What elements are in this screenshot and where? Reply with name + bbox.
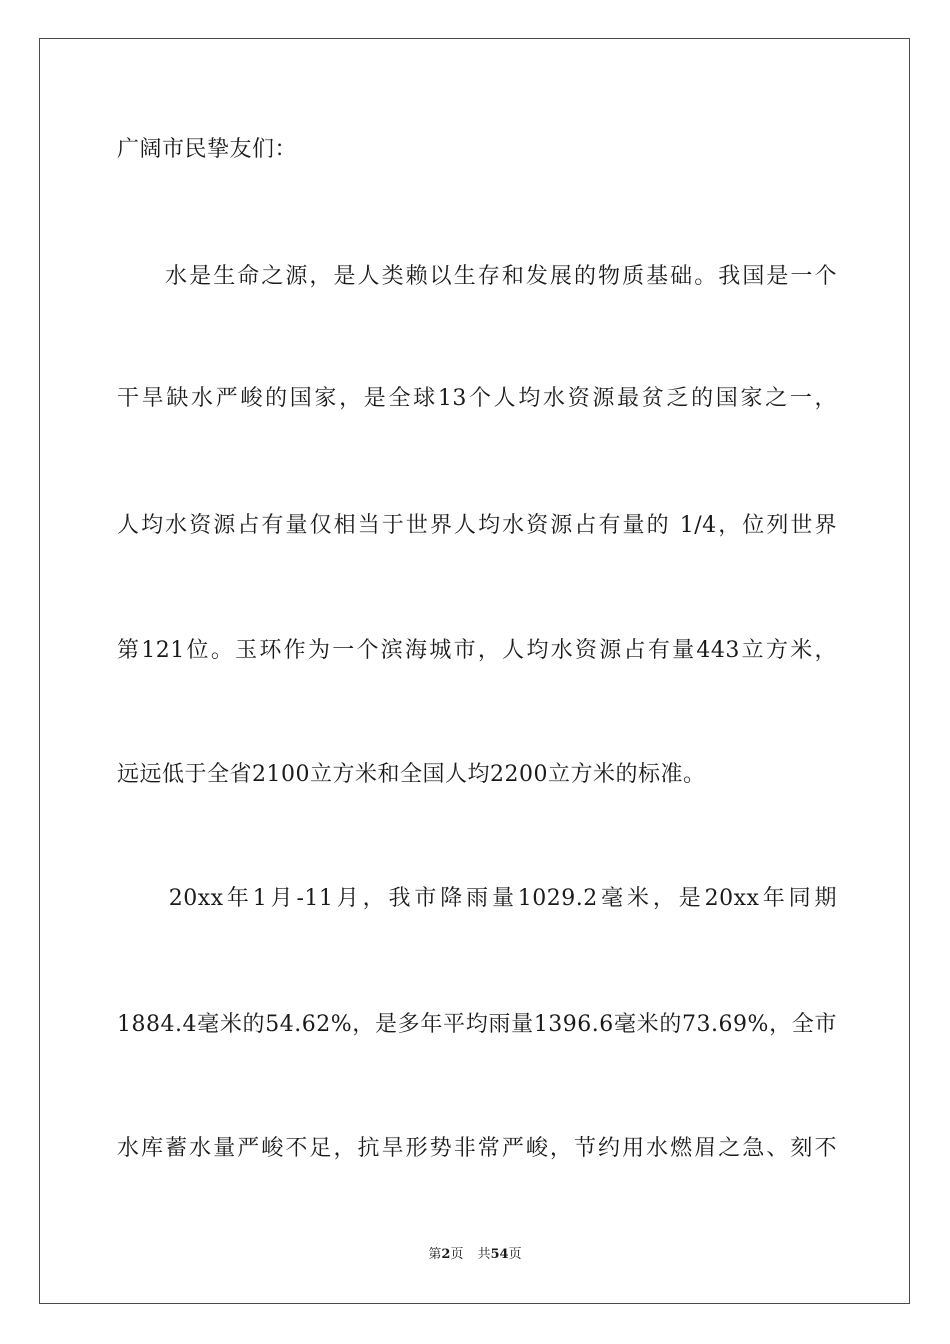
paragraph-2-line-1: 20xx年1月-11月，我市降雨量1029.2毫米，是20xx年同期 — [117, 886, 837, 911]
page-border — [39, 38, 910, 1304]
paragraph-1-line-2: 干旱缺水严峻的国家，是全球13个人均水资源最贫乏的国家之一， — [117, 386, 837, 411]
total-prefix: 共 — [477, 1247, 491, 1262]
paragraph-1-line-1: 水是生命之源，是人类赖以生存和发展的物质基础。我国是一个 — [117, 264, 837, 289]
paragraph-1-line-4: 第121位。玉环作为一个滨海城市，人均水资源占有量443立方米， — [117, 638, 837, 663]
total-page-number: 54 — [490, 1247, 509, 1262]
paragraph-2-line-3: 水库蓄水量严峻不足，抗旱形势非常严峻，节约用水燃眉之急、刻不 — [117, 1136, 837, 1161]
page-prefix: 第 — [428, 1247, 442, 1262]
total-suffix: 页 — [508, 1247, 522, 1262]
page-suffix: 页 — [450, 1247, 464, 1262]
page-footer — [0, 1246, 950, 1264]
current-page-number: 2 — [441, 1247, 451, 1262]
salutation-line: 广阔市民挚友们： — [117, 137, 298, 162]
paragraph-1-line-5: 远远低于全省2100立方米和全国人均2200立方米的标准。 — [117, 762, 706, 787]
paragraph-2-line-2: 1884.4毫米的54.62%，是多年平均雨量1396.6毫米的73.69%，全市 — [117, 1012, 837, 1037]
paragraph-1-line-3: 人均水资源占有量仅相当于世界人均水资源占有量的 1/4，位列世界 — [117, 513, 837, 538]
